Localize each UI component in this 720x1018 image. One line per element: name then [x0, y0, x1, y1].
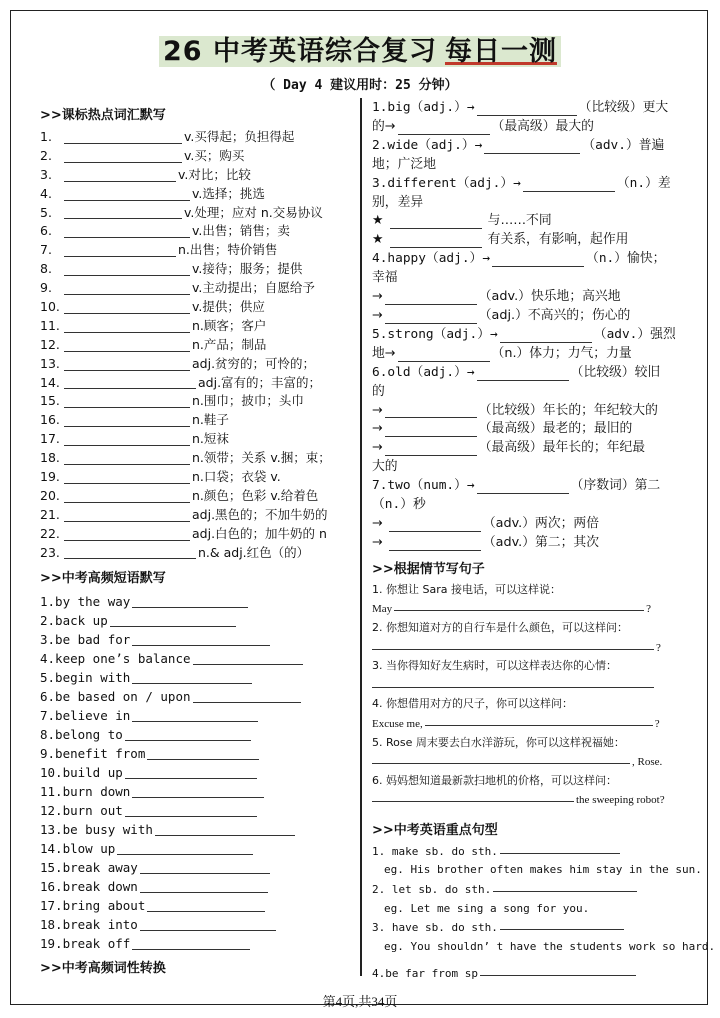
- vocab-item: [40, 336, 356, 355]
- phrase-text: 14.blow up: [40, 841, 116, 857]
- conversion-line: → （adv.）第二；其次: [372, 534, 600, 550]
- answer-blank[interactable]: [64, 375, 196, 389]
- answer-blank[interactable]: [477, 103, 577, 116]
- answer-blank[interactable]: [484, 141, 580, 154]
- phrase-text: 5.begin with: [40, 670, 131, 686]
- phrase-item: [40, 801, 356, 820]
- page-subtitle: （ Day 4 建议用时：25 分钟）: [262, 78, 458, 93]
- situation-answer: ?: [372, 638, 690, 658]
- conversion-line: 地→ （n.）体力；力气；力量: [372, 345, 632, 361]
- item-number: 5.: [40, 204, 52, 220]
- conversion-line: 大的: [372, 459, 398, 475]
- phrases-heading: >>中考高频短语默写: [40, 571, 166, 587]
- answer-blank[interactable]: [372, 752, 630, 764]
- phrase-item: [40, 858, 356, 877]
- answer-blank[interactable]: [132, 784, 264, 798]
- answer-blank[interactable]: [372, 676, 654, 688]
- conversion-line: 7.two（num.）→ （序数词）第二: [372, 478, 661, 494]
- answer-blank[interactable]: [389, 519, 481, 532]
- vocab-item: [40, 260, 356, 279]
- answer-blank[interactable]: [64, 451, 190, 465]
- phrase-list: [40, 592, 356, 953]
- vocab-meaning: n.颜色；色彩 v.给着色: [192, 487, 319, 503]
- conversion-line: → （adv.）两次；两倍: [372, 515, 600, 531]
- vocab-item: [40, 374, 356, 393]
- conversion-line: 4.happy（adj.）→ （n.）愉快；: [372, 251, 666, 267]
- vocab-meaning: adj.贫穷的；可怜的；: [192, 355, 316, 371]
- answer-blank[interactable]: [64, 338, 190, 352]
- answer-blank[interactable]: [64, 545, 196, 559]
- answer-blank[interactable]: [500, 842, 620, 854]
- item-number: 18.: [40, 450, 60, 466]
- item-number: 10.: [40, 299, 60, 314]
- phrase-item: [40, 668, 356, 687]
- vocab-list: [40, 128, 356, 562]
- conversion-line: 地；广泛地: [372, 156, 436, 172]
- answer-blank[interactable]: [193, 689, 301, 703]
- vocab-meaning: n.产品；制品: [192, 336, 267, 352]
- vocab-item: [40, 241, 356, 260]
- word-conversion-section: [372, 99, 690, 553]
- vocab-meaning: adj.富有的；丰富的；: [198, 374, 322, 390]
- vocab-item: [40, 185, 356, 204]
- phrase-text: 10.build up: [40, 765, 123, 781]
- answer-blank[interactable]: [64, 149, 182, 163]
- phrase-text: 13.be busy with: [40, 822, 153, 838]
- item-number: 12.: [40, 336, 60, 352]
- conversion-heading: >>中考高频词性转换: [40, 961, 166, 977]
- answer-blank[interactable]: [390, 216, 482, 229]
- vocab-item: [40, 222, 356, 241]
- phrase-text: 1.by the way: [40, 594, 131, 610]
- conversion-line: → （最高级）最老的；最旧的: [372, 421, 633, 437]
- phrase-item: [40, 877, 356, 896]
- situations-heading: >>根据情节写句子: [372, 561, 485, 577]
- vocab-item: [40, 487, 356, 506]
- key-sentences-heading: >>中考英语重点句型: [372, 822, 498, 838]
- vocab-item: [40, 544, 356, 563]
- answer-blank[interactable]: [147, 898, 265, 912]
- phrase-text: 9.benefit from: [40, 746, 146, 762]
- vocab-meaning: v.出售；销售；卖: [192, 223, 290, 239]
- phrase-text: 7.believe in: [40, 708, 131, 724]
- phrase-item: [40, 649, 356, 668]
- answer-blank[interactable]: [64, 394, 190, 408]
- item-number: 19.: [40, 469, 60, 485]
- situations-section: [372, 581, 690, 810]
- item-number: 15.: [40, 393, 60, 409]
- answer-blank[interactable]: [64, 470, 190, 484]
- answer-blank[interactable]: [372, 790, 574, 802]
- vocab-meaning: n.& adj.红色（的）: [198, 544, 310, 560]
- answer-blank[interactable]: [425, 714, 653, 726]
- sentence-example: eg. His brother often makes him stay in the sun.: [384, 863, 702, 877]
- situation-answer: , Rose.: [372, 752, 690, 772]
- item-number: 21.: [40, 506, 60, 522]
- answer-blank[interactable]: [389, 538, 481, 551]
- item-number: 13.: [40, 355, 60, 371]
- answer-blank[interactable]: [193, 651, 303, 665]
- vocab-item: [40, 392, 356, 411]
- answer-blank[interactable]: [64, 300, 190, 314]
- conversion-line: 的: [372, 383, 385, 399]
- vocab-meaning: v.提供；供应: [192, 299, 265, 314]
- answer-blank[interactable]: [64, 432, 190, 446]
- vocab-item: [40, 298, 356, 317]
- item-number: 11.: [40, 317, 60, 333]
- phrase-item: [40, 592, 356, 611]
- phrase-item: [40, 839, 356, 858]
- vocab-meaning: adj.黑色的；不加牛奶的: [192, 506, 328, 522]
- item-number: 4.: [40, 185, 52, 201]
- phrase-item: [40, 706, 356, 725]
- answer-blank[interactable]: [132, 632, 270, 646]
- vocab-meaning: n.领带；关系 v.捆；束；: [192, 450, 331, 466]
- conversion-line: 2.wide（adj.）→ （adv.）普遍: [372, 137, 665, 153]
- vocab-item: [40, 166, 356, 185]
- item-number: 16.: [40, 412, 60, 428]
- item-number: 2.: [40, 147, 52, 163]
- left-column: [40, 104, 356, 981]
- vocab-item: [40, 279, 356, 298]
- answer-blank[interactable]: [64, 224, 190, 238]
- phrase-text: 17.bring about: [40, 898, 146, 914]
- phrase-text: 4.keep one’s balance: [40, 651, 191, 667]
- item-number: 6.: [40, 223, 52, 239]
- phrase-item: [40, 896, 356, 915]
- sentence-pattern: 1. make sb. do sth.: [372, 842, 690, 862]
- answer-blank[interactable]: [477, 481, 569, 494]
- item-number: 1.: [40, 128, 52, 144]
- answer-blank[interactable]: [117, 841, 253, 855]
- phrase-text: 11.burn down: [40, 784, 131, 800]
- answer-blank[interactable]: [140, 879, 268, 893]
- item-number: 22.: [40, 525, 60, 541]
- answer-blank[interactable]: [64, 187, 190, 201]
- star-icon: ★: [372, 213, 384, 229]
- sentence-pattern: 4.be far from sp: [372, 964, 690, 984]
- phrase-text: 6.be based on / upon: [40, 689, 191, 705]
- answer-blank[interactable]: [398, 349, 490, 362]
- conversion-line: → （adj.）不高兴的；伤心的: [372, 307, 631, 323]
- answer-blank[interactable]: [64, 413, 190, 427]
- answer-blank[interactable]: [64, 168, 176, 182]
- answer-blank[interactable]: [140, 860, 270, 874]
- page-footer: 第4页,共34页: [322, 994, 398, 1009]
- answer-blank[interactable]: [372, 638, 654, 650]
- answer-blank[interactable]: [385, 292, 477, 305]
- conversion-line: 别，差异: [372, 194, 424, 210]
- answer-blank[interactable]: [132, 936, 250, 950]
- item-number: 14.: [40, 374, 60, 390]
- vocab-meaning: v.主动提出；自愿给予: [192, 280, 315, 296]
- phrase-item: [40, 725, 356, 744]
- title-highlight: 26 中考英语综合复习: [159, 36, 441, 67]
- phrase-item: [40, 744, 356, 763]
- star-icon: ★: [372, 232, 384, 248]
- phrase-item: [40, 934, 356, 953]
- answer-blank[interactable]: [480, 964, 636, 976]
- sentence-pattern: 2. let sb. do sth.: [372, 880, 690, 900]
- phrase-item: [40, 611, 356, 630]
- answer-blank[interactable]: [64, 489, 190, 503]
- answer-blank[interactable]: [64, 205, 182, 219]
- phrase-item: [40, 915, 356, 934]
- vocab-item: [40, 317, 356, 336]
- conversion-line: 6.old（adj.）→ （比较级）较旧: [372, 364, 661, 380]
- answer-blank[interactable]: [132, 670, 252, 684]
- right-column: [372, 99, 716, 984]
- phrase-text: 2.back up: [40, 613, 108, 629]
- phrase-text: 19.break off: [40, 936, 131, 952]
- answer-blank[interactable]: [132, 708, 258, 722]
- answer-blank[interactable]: [110, 613, 236, 627]
- answer-blank[interactable]: [64, 262, 190, 276]
- answer-blank[interactable]: [147, 746, 259, 760]
- item-number: 3.: [40, 166, 52, 182]
- answer-blank[interactable]: [385, 311, 477, 324]
- situation-question: 1. 你想让 Sara 接电话，可以这样说：: [372, 582, 561, 596]
- sentence-example: eg. Let me sing a song for you.: [384, 901, 590, 915]
- column-divider: [360, 98, 362, 976]
- conversion-line: 的→ （最高级）最大的: [372, 118, 594, 134]
- conversion-line: ★ 与……不同: [372, 213, 552, 229]
- vocab-heading: >>课标热点词汇默写: [40, 108, 166, 123]
- phrase-item: [40, 763, 356, 782]
- answer-blank[interactable]: [64, 508, 190, 522]
- answer-blank[interactable]: [64, 527, 190, 541]
- answer-blank[interactable]: [64, 281, 190, 295]
- answer-blank[interactable]: [398, 122, 490, 135]
- vocab-item: [40, 411, 356, 430]
- vocab-item: [40, 430, 356, 449]
- answer-blank[interactable]: [385, 443, 477, 456]
- situation-question: 6. 妈妈想知道最新款扫地机的价格，可以这样问：: [372, 773, 617, 787]
- vocab-meaning: v.接待；服务；提供: [192, 261, 303, 277]
- vocab-item: [40, 506, 356, 525]
- phrase-text: 8.belong to: [40, 727, 123, 743]
- conversion-line: 1.big（adj.）→ （比较级）更大: [372, 100, 669, 115]
- sentence-example: eg. You shouldn’ t have the students work so hard.: [384, 939, 716, 953]
- vocab-item: [40, 204, 356, 223]
- situation-question: 3. 当你得知好友生病时，可以这样表达你的心情：: [372, 659, 617, 673]
- conversion-line: 5.strong（adj.）→ （adv.）强烈: [372, 326, 676, 342]
- answer-blank[interactable]: [64, 243, 176, 257]
- vocab-meaning: n.顾客；客户: [192, 317, 267, 333]
- item-number: 8.: [40, 261, 52, 277]
- answer-blank[interactable]: [493, 880, 637, 892]
- item-number: 7.: [40, 242, 52, 258]
- vocab-item: [40, 468, 356, 487]
- vocab-item: [40, 525, 356, 544]
- answer-blank[interactable]: [492, 254, 584, 267]
- conversion-line: 幸福: [372, 270, 398, 286]
- phrase-text: 12.burn out: [40, 803, 123, 819]
- phrase-item: [40, 630, 356, 649]
- conversion-line: （n.）秒: [372, 497, 426, 513]
- phrase-text: 16.break down: [40, 879, 138, 895]
- answer-blank[interactable]: [155, 822, 295, 836]
- vocab-item: [40, 147, 356, 166]
- vocab-meaning: v.对比；比较: [178, 166, 251, 182]
- situation-question: 5. Rose 周末要去白水洋游玩，你可以这样祝福她：: [372, 735, 625, 749]
- answer-blank[interactable]: [64, 319, 190, 333]
- vocab-item: [40, 128, 356, 147]
- phrase-item: [40, 687, 356, 706]
- item-number: 23.: [40, 544, 60, 560]
- vocab-meaning: v.选择；挑选: [192, 185, 265, 201]
- answer-blank[interactable]: [523, 179, 615, 192]
- answer-blank[interactable]: [385, 405, 477, 418]
- answer-blank[interactable]: [64, 130, 182, 144]
- item-number: 17.: [40, 431, 60, 447]
- item-number: 9.: [40, 280, 52, 296]
- situation-answer: Excuse me, ?: [372, 714, 690, 734]
- vocab-meaning: v.买得起；负担得起: [184, 128, 295, 144]
- phrase-text: 18.break into: [40, 917, 138, 933]
- phrase-item: [40, 782, 356, 801]
- vocab-meaning: n.鞋子: [192, 412, 229, 428]
- answer-blank[interactable]: [385, 424, 477, 437]
- situation-question: 2. 你想知道对方的自行车是什么颜色，可以这样问：: [372, 620, 628, 634]
- vocab-meaning: adj.白色的；加牛奶的 n: [192, 525, 327, 541]
- conversion-line: ★ 有关系，有影响，起作用: [372, 232, 629, 248]
- vocab-meaning: n.围巾；披巾；头巾: [192, 393, 304, 409]
- vocab-meaning: v.处理；应对 n.交易协议: [184, 204, 323, 220]
- vocab-item: [40, 449, 356, 468]
- answer-blank[interactable]: [64, 357, 190, 371]
- conversion-line: → （adv.）快乐地；高兴地: [372, 289, 621, 305]
- situation-answer: the sweeping robot?: [372, 790, 690, 810]
- answer-blank[interactable]: [132, 594, 248, 608]
- phrase-text: 3.be bad for: [40, 632, 131, 648]
- answer-blank[interactable]: [125, 727, 251, 741]
- vocab-meaning: n.口袋；衣袋 v.: [192, 469, 281, 485]
- answer-blank[interactable]: [477, 368, 569, 381]
- answer-blank[interactable]: [500, 330, 592, 343]
- conversion-line: → （比较级）年长的；年纪较大的: [372, 402, 658, 418]
- situation-answer: May ?: [372, 599, 690, 619]
- answer-blank[interactable]: [125, 765, 257, 779]
- vocab-item: [40, 355, 356, 374]
- phrase-item: [40, 820, 356, 839]
- vocab-meaning: n.出售；特价销售: [178, 242, 278, 258]
- title-underlined: 每日一测: [441, 36, 561, 67]
- situation-question: 4. 你想借用对方的尺子，你可以这样问：: [372, 697, 573, 711]
- conversion-line: → （最高级）最年长的；年纪最: [372, 440, 646, 456]
- situation-answer: [372, 676, 690, 696]
- answer-blank[interactable]: [140, 917, 276, 931]
- phrase-text: 15.break away: [40, 860, 138, 876]
- answer-blank[interactable]: [125, 803, 257, 817]
- key-sentences-section: [372, 842, 716, 984]
- sentence-pattern: 3. have sb. do sth.: [372, 918, 690, 938]
- conversion-line: 3.different（adj.）→ （n.）差: [372, 175, 671, 191]
- vocab-meaning: v.买；购买: [184, 147, 245, 163]
- item-number: 20.: [40, 487, 60, 503]
- answer-blank[interactable]: [500, 918, 624, 930]
- vocab-meaning: n.短袜: [192, 431, 229, 447]
- answer-blank[interactable]: [390, 235, 482, 248]
- page-title: [0, 34, 720, 70]
- answer-blank[interactable]: [394, 599, 644, 611]
